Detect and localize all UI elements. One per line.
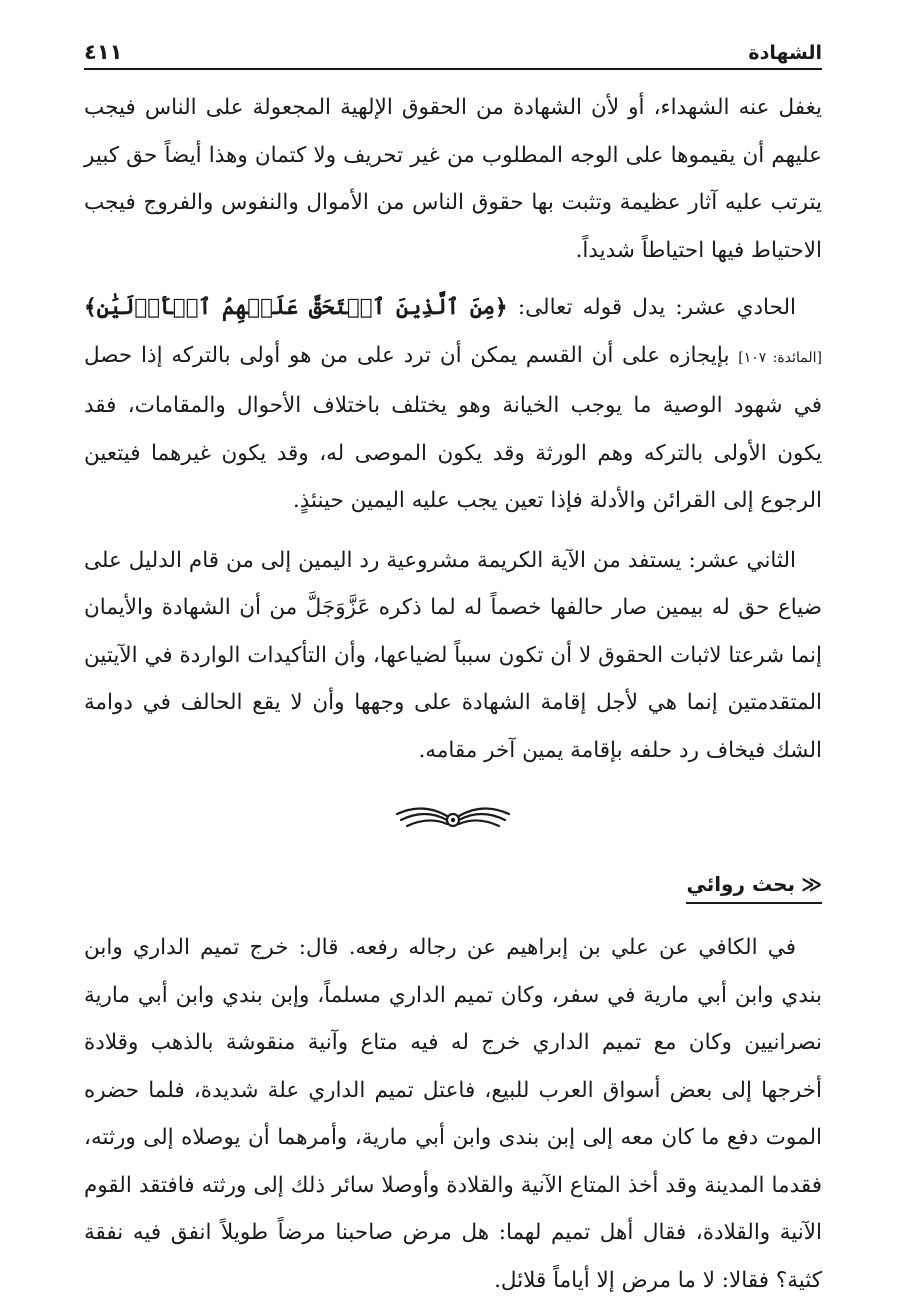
- section-marker: ≪: [801, 872, 822, 896]
- paragraph-body: بإيجازه على أن القسم يمكن أن ترد على من هو أولى بالتركه إذا حصل في شهود الوصية ما يوجب الخيانة وهو يختلف باختلاف الأحوال والمقامات، فقد يكون الأولى بالتركه وهم الورثة وقد يكون الموصى له، وقد يكون غيرهما فيتعين الرجوع إلى القرائن والأدلة فإذا تعين يجب عليه اليمين حينئذٍ.: [84, 342, 822, 513]
- paragraph-lead: الحادي عشر: يدل قوله تعالى:: [517, 295, 796, 320]
- paragraph-body: من أن الشهادة والأيمان إنما شرعتا لاثبات الحقوق لا أن تكون سبباً لضياعها، وأن التأكيدات الواردة في الآيتين المتقدمتين إنما هي لأجل إقامة الشهادة على وجهها وأن لا يقع الحالف في دوامة الشك فيخاف رد حلفه بإقامة يمين آخر مقامه.: [84, 595, 822, 763]
- paragraph-narration: في الكافي عن علي بن إبراهيم عن رجاله رفعه. قال: خرج تميم الداري وابن بندي وابن أبي مارية في سفر، وكان تميم الداري مسلماً، وإبن بندي وابن أبي مارية نصرانيين وكان مع تميم الداري خرج له فيه متاع وآنية منقوشة بالذهب وقلادة أخرجها إلى بعض أسواق العرب للبيع، فاعتل تميم الداري علة شديدة، فلما حضره الموت دفع ما كان معه إلى إبن بندى وابن أبي مارية، وأمرهما أن يوصلاه إلى ورثته، فقدما المدينة وقد أخذ المتاع الآنية والقلادة وأوصلا سائر ذلك إلى ورثته فافتقد القوم الآنية والقلادة، فقال أهل تميم لهما: هل مرض صاحبنا مرضاً طويلاً انفق فيه نفقة كثية؟ فقالا: لا ما مرض إلا أياماً قلائل.: [84, 935, 822, 1293]
- paragraph-twelfth-point: [84, 537, 822, 775]
- paragraph-eleventh-point: [84, 284, 822, 525]
- document-page: [84, 30, 822, 1293]
- decorative-ornament-icon: [383, 796, 523, 836]
- page-number: ٤١١: [84, 40, 123, 64]
- section-heading: [686, 872, 822, 904]
- paragraph-lead: الثاني عشر: يستفد من الآية الكريمة مشروعية رد اليمين إلى من قام الدليل على ضياع حق له بيمين صار حالفها خصماً له لما ذكره: [84, 547, 822, 620]
- honorific-glyph: عَزَّوَجَلَّ: [305, 595, 371, 620]
- paragraph-continuation: يغفل عنه الشهداء، أو لأن الشهادة من الحقوق الإلهية المجعولة على الناس فيجب عليهم أن يقيموها على الوجه المطلوب من غير تحريف ولا كتمان وهذا أيضاً حق كبير يترتب عليه آثار عظيمة وتثبت بها حقوق الناس من الأموال والنفوس والفروج فيجب الاحتياط فيها احتياطاً شديداً.: [84, 95, 822, 263]
- verse-citation: [المائدة: ١٠٧]: [738, 349, 822, 366]
- section-title: بحث روائي: [686, 872, 796, 896]
- running-header: [84, 30, 822, 70]
- running-title: الشهادة: [748, 42, 822, 64]
- quran-verse: ﴿مِنَ ٱلَّذِينَ ٱسۡتَحَقَّ عَلَيۡهِمُ ٱلۡأَوۡلَيَٰنِ﴾: [84, 295, 508, 320]
